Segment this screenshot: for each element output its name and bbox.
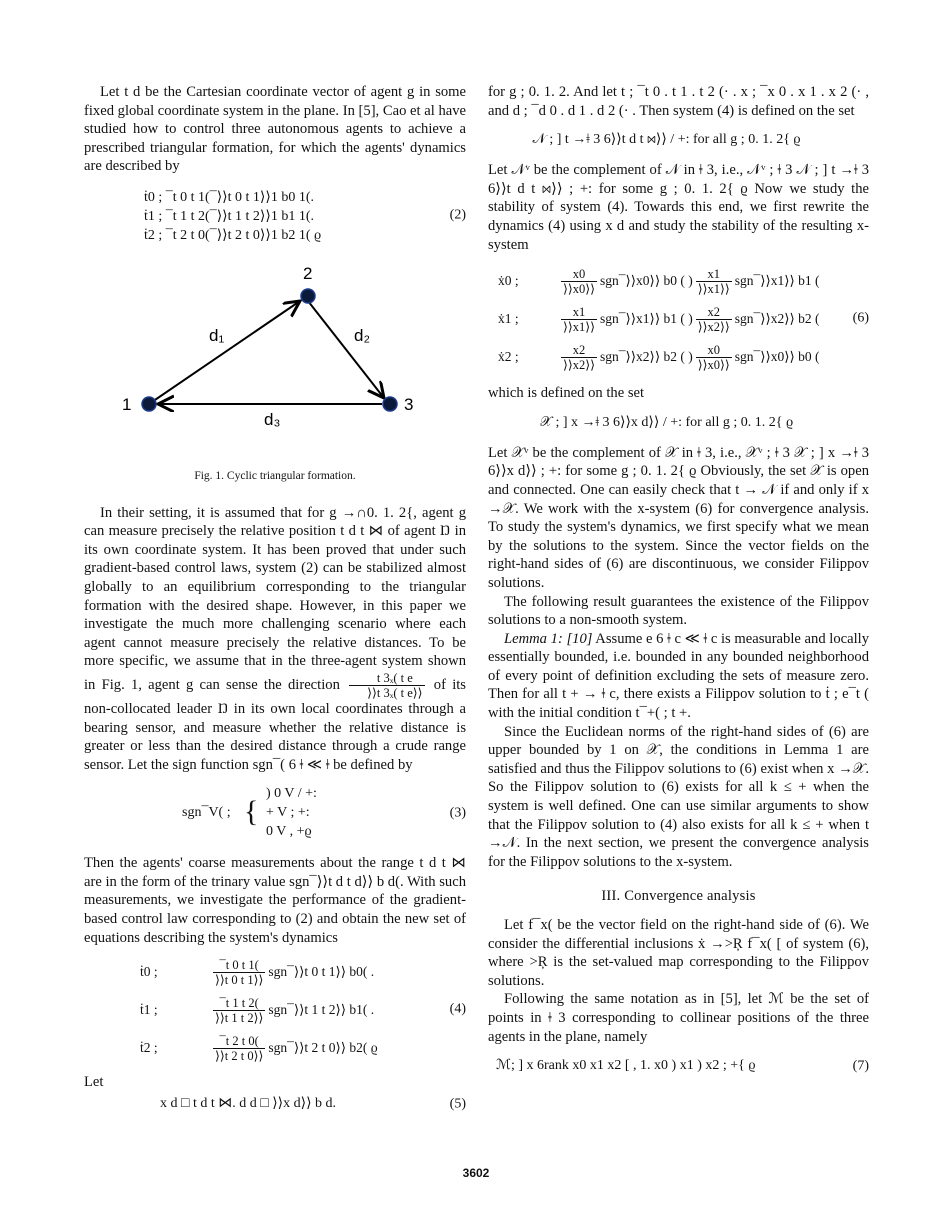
- row-middle: sgn¯⟩⟩x1⟩⟩ b1 ( ): [600, 311, 693, 327]
- d3-label: d₃: [264, 409, 281, 429]
- equation-row: [84, 953, 466, 991]
- fraction-denominator: ⟩⟩x1⟩⟩: [697, 281, 730, 296]
- row-fraction: [213, 1034, 265, 1063]
- equation-row: [84, 1029, 466, 1067]
- paragraph-text: of its non-collocated leader Ŋ in its own local coordinates through a bearing sensor, and measure whether the relative distance is greater or less than the desired distance through a crude range sensor. Let the sign function sgn¯( 6 ǂ ≪ ǂ be defined by: [84, 676, 466, 773]
- fraction-numerator: x0: [696, 343, 732, 358]
- equation-row: [488, 300, 869, 338]
- fraction-denominator: ⟩⟩x2⟩⟩: [697, 319, 730, 334]
- equation-4: [84, 953, 466, 1067]
- row-rest: sgn¯⟩⟩x1⟩⟩ b1 (: [734, 273, 820, 289]
- equation-row: [488, 338, 869, 376]
- equation-number: (3): [449, 805, 466, 821]
- paragraph: Let t d be the Cartesian coordinate vector of agent g in some fixed global coordinate system in the plane. In [5], Cao et al have studied how to control three autonomous agents to achieve a prescribed triangular formation, for which the agents' dynamics are described by: [84, 84, 466, 175]
- left-brace: {: [244, 795, 259, 829]
- row-lhs: ẋ2 ;: [498, 349, 519, 365]
- equation-number: (6): [852, 310, 869, 326]
- paragraph: Let 𝒩ᵛ be the complement of 𝒩 in ǂ 3, i.e., 𝒩ᵛ ; ǂ 3 𝒩 ; ] t →ǂ 3 6⟩⟩t d t ⋈⟩⟩ ; +: for some g ; 0. 1. 2{ ϱ Now we study the stability of system (4). Towards this end, we first rewrite the dynamics (4) using x d and study the stability of the resulting x-system: [488, 162, 869, 253]
- equation-number: (7): [852, 1058, 869, 1074]
- node-3: [383, 397, 397, 411]
- equation-row: [84, 991, 466, 1029]
- eq3-lhs: sgn¯V( ;: [182, 805, 231, 821]
- case-line: + V ; +:: [266, 805, 310, 821]
- paragraph: which is defined on the set: [488, 385, 645, 402]
- equation-line: 𝒩 ; ] t →ǂ 3 6⟩⟩t d t ⋈⟩⟩ / +: for all g ; 0. 1. 2{ ϱ: [532, 132, 801, 148]
- row-middle: sgn¯⟩⟩x0⟩⟩ b0 ( ): [600, 273, 693, 289]
- fraction-numerator: x2: [561, 343, 597, 358]
- row-fraction: [696, 267, 732, 296]
- direction-fraction: [349, 671, 424, 700]
- paragraph: Let 𝒳ᵛ be the complement of 𝒳 in ǂ 3, i.e., 𝒳ᵛ ; ǂ 3 𝒳 ; ] x →ǂ 3 6⟩⟩x d⟩⟩ ; +: for some g ; 0. 1. 2{ ϱ Obviously, the set 𝒳 is open and connected. One can easily check that t → 𝒩 if and only if x →𝒳. We work with the x-system (6) for convergence analysis. To study the system's dynamics, we first specify what we mean by the solutions to the system. Since the vector fields on the right-hand sides of (6) are discontinuous, we consider Filippov solutions.: [488, 444, 869, 591]
- d1-label: d₁: [209, 325, 225, 345]
- lemma-paragraph: [488, 630, 869, 723]
- equation-7: [488, 1056, 869, 1078]
- right-column: [488, 83, 869, 1088]
- paragraph: Let: [84, 1074, 104, 1091]
- node-2: [301, 289, 315, 303]
- fraction-denominator: ⟩⟩x0⟩⟩: [697, 357, 730, 372]
- case-line: ) 0 V / +:: [266, 786, 317, 802]
- paragraph: for g ; 0. 1. 2. And let t ; ¯t 0 . t 1 . t 2 (· . x ; ¯x 0 . x 1 . x 2 (· , and d ; ¯d 0 . d 1 . d 2 (· . Then system (4) is defined on the set: [488, 84, 869, 119]
- row-rest: sgn¯⟩⟩t 2 t 0⟩⟩ b2( ϱ: [268, 1040, 378, 1056]
- equation-row: [488, 262, 869, 300]
- equation-number: (5): [449, 1096, 466, 1112]
- row-rest: sgn¯⟩⟩x2⟩⟩ b2 (: [734, 311, 820, 327]
- node-1-label: 1: [122, 394, 132, 414]
- equation-line: ṫ2 ; ¯t 2 t 0(¯⟩⟩t 2 t 0⟩⟩1 b2 1( ϱ: [144, 227, 322, 243]
- case-line: 0 V , +ϱ: [266, 824, 312, 840]
- row-lhs: ṫ1 ;: [140, 1002, 158, 1018]
- fraction-denominator: ⟩⟩x0⟩⟩: [563, 281, 596, 296]
- row-rest: sgn¯⟩⟩t 1 t 2⟩⟩ b1( .: [268, 1002, 375, 1018]
- row-rest: sgn¯⟩⟩x0⟩⟩ b0 (: [734, 349, 820, 365]
- row-lhs: ṫ0 ;: [140, 964, 158, 980]
- fraction-denominator: ⟩⟩t 0 t 1⟩⟩: [215, 972, 264, 987]
- row-lhs: ẋ0 ;: [498, 273, 519, 289]
- node-1: [142, 397, 156, 411]
- paragraph-text: In their setting, it is assumed that for g →∩0. 1. 2{, agent g can measure precisely the relative position t d t ⋈ of agent Ŋ in its own coordinate system. It has been proved that under such gradient-based control laws, system (2) can be stabilized almost globally to an equilibrium corresponding to the triangular formation with the desired shape. However, in this paper we investigate the much more challenging scenario where each agent cannot measure precisely the relative distances. To be more specific, we assume that in the three-agent system shown in Fig. 1, agent g can sense the direction: [84, 504, 466, 693]
- left-column: [84, 83, 466, 1118]
- equation-2: [84, 188, 466, 245]
- equation-line: x d □ t d t ⋈. d d □ ⟩⟩x d⟩⟩ b d.: [160, 1095, 337, 1111]
- row-lhs: ṫ2 ;: [140, 1040, 158, 1056]
- row-fraction: [213, 958, 265, 987]
- row-fraction: [561, 305, 597, 334]
- paragraph: The following result guarantees the existence of the Filippov solutions to a non-smooth system.: [488, 593, 869, 629]
- row-fraction: [561, 267, 597, 296]
- fraction-numerator: ¯t 0 t 1(: [213, 958, 265, 973]
- fraction-numerator: ¯t 2 t 0(: [213, 1034, 265, 1049]
- fraction-denominator: ⟩⟩x2⟩⟩: [563, 357, 596, 372]
- lemma-heading: Lemma 1: [10]: [504, 630, 593, 647]
- equation-line: ℳ; ] x 6rank x0 x1 x2 [ , 1. x0 ) x1 ) x2 ; +{ ϱ: [496, 1058, 756, 1074]
- page-number: 3602: [462, 1166, 490, 1180]
- fraction-denominator: ⟩⟩t 2 t 0⟩⟩: [215, 1048, 264, 1063]
- triangle-diagram: [84, 261, 466, 461]
- fraction-denominator: ⟩⟩t 1 t 2⟩⟩: [215, 1010, 264, 1025]
- paragraph: [84, 504, 466, 775]
- paragraph: Then the agents' coarse measurements about the range t d t ⋈ are in the form of the trinary value sgn¯⟩⟩t d t d⟩⟩ b d(. With such measurements, we investigate the performance of the gradient-based control law corresponding to (2) and obtain the new set of equations describing the system's dynamics: [84, 855, 466, 946]
- equation-5: [84, 1094, 466, 1116]
- row-lhs: ẋ1 ;: [498, 311, 519, 327]
- fraction-numerator: x1: [696, 267, 732, 282]
- equation-6: [488, 262, 869, 376]
- row-fraction: [696, 305, 732, 334]
- row-rest: sgn¯⟩⟩t 0 t 1⟩⟩ b0( .: [268, 964, 375, 980]
- row-fraction: [561, 343, 597, 372]
- d2-label: d₂: [354, 325, 371, 345]
- fraction-numerator: x0: [561, 267, 597, 282]
- equation-line: ṫ0 ; ¯t 0 t 1(¯⟩⟩t 0 t 1⟩⟩1 b0 1(.: [144, 189, 315, 205]
- figure-triangle: [84, 261, 466, 461]
- fraction-denominator: ⟩⟩x1⟩⟩: [563, 319, 596, 334]
- paragraph: Let f¯x( be the vector field on the right-hand side of (6). We consider the differential inclusions ẋ →>Ŗ f¯x( [ of system (6), where >Ŗ is the set-valued map corresponding to the Filippov solutions.: [488, 917, 869, 989]
- equation-number: (4): [449, 1001, 466, 1017]
- edge-d2: [308, 301, 384, 398]
- fraction-numerator: x2: [696, 305, 732, 320]
- equation-set-N: [488, 130, 869, 149]
- row-middle: sgn¯⟩⟩x2⟩⟩ b2 ( ): [600, 349, 693, 365]
- node-2-label: 2: [303, 263, 313, 283]
- fraction-numerator: ¯t 1 t 2(: [213, 996, 265, 1011]
- paragraph: Following the same notation as in [5], let ℳ be the set of points in ǂ 3 corresponding to collinear positions of the three agents in the plane, namely: [488, 991, 869, 1045]
- node-3-label: 3: [404, 394, 414, 414]
- equation-set-X: [488, 413, 869, 432]
- row-fraction: [696, 343, 732, 372]
- paragraph: Since the Euclidean norms of the right-hand sides of (6) are upper bounded by 1 on 𝒳, the conditions in Lemma 1 are satisfied and thus the Filippov solutions to (6) exist when x →𝒳. So the Filippov solution to (6) exists for all k ≤ + when the system is well defined. One can use similar arguments to show that the Filippov solution to (4) also exists for all k ≤ + when t →𝒩. In the next section, we present the convergence analysis for the Filippov solutions to the x-system.: [488, 723, 869, 870]
- equation-line: ṫ1 ; ¯t 1 t 2(¯⟩⟩t 1 t 2⟩⟩1 b1 1(.: [144, 208, 315, 224]
- fraction-numerator: x1: [561, 305, 597, 320]
- equation-3: [84, 782, 466, 846]
- figure-caption: Fig. 1. Cyclic triangular formation.: [194, 469, 356, 482]
- fraction-numerator: t 3ₓ( t e: [349, 671, 424, 686]
- lemma-text: Assume e 6 ǂ c ≪ ǂ c is measurable and locally essentially bounded, i.e. bounded in any bounded neighborhood of every point of definition excluding the sets of measure zero. Then for all t + → ǂ c, there exists a Filippov solution to ṫ ; e¯t ( with the initial condition t¯+( ; t +.: [488, 630, 869, 722]
- section-heading: III. Convergence analysis: [601, 888, 756, 905]
- equation-line: 𝒳 ; ] x →ǂ 3 6⟩⟩x d⟩⟩ / +: for all g ; 0. 1. 2{ ϱ: [539, 414, 794, 430]
- fraction-denominator: ⟩⟩t 3ₓ( t e⟩⟩: [367, 685, 423, 700]
- edge-d1: [149, 301, 300, 404]
- equation-number: (2): [449, 208, 466, 224]
- row-fraction: [213, 996, 265, 1025]
